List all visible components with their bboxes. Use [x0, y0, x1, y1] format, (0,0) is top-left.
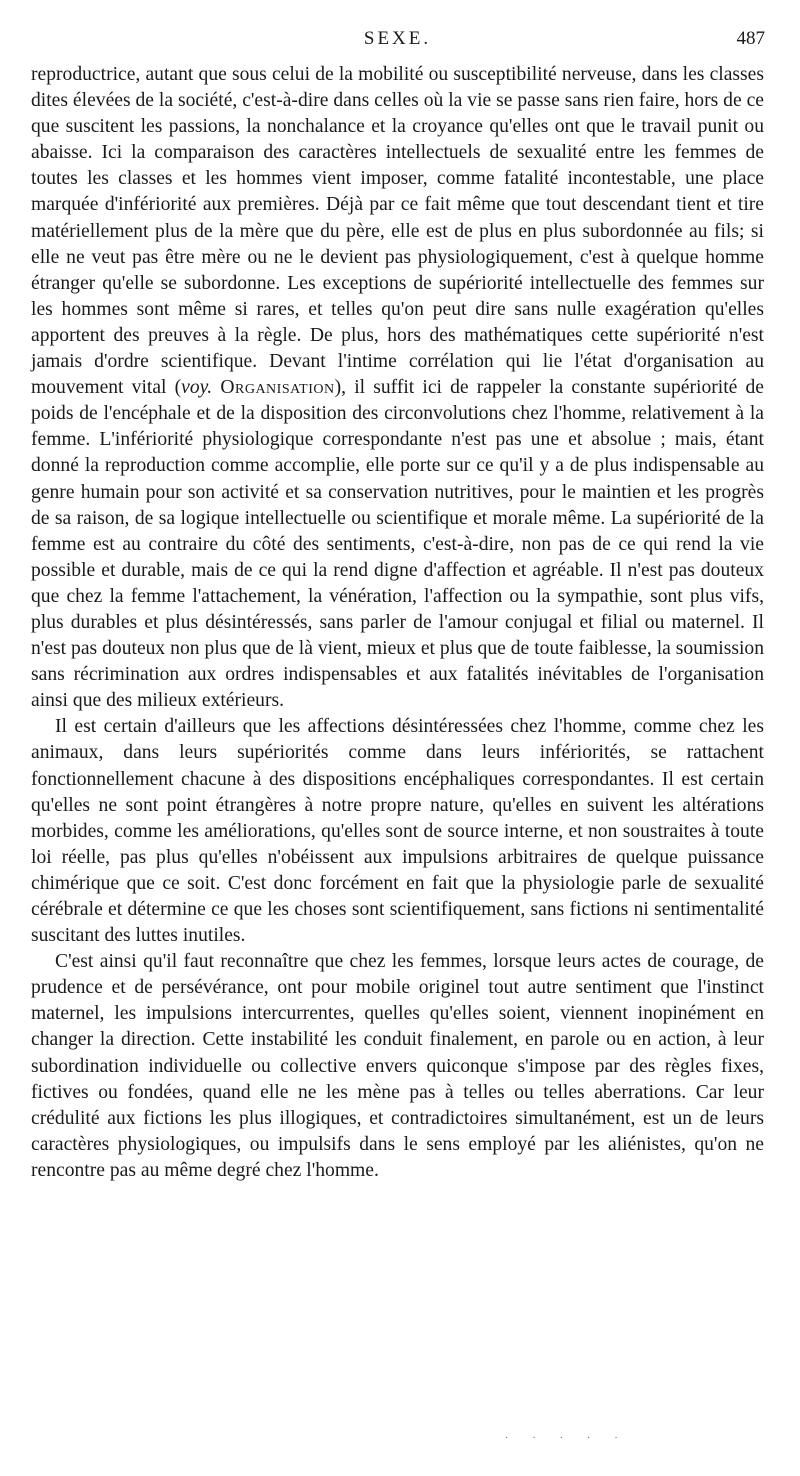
text-segment-italic: voy.: [181, 377, 213, 399]
body-text: [31, 62, 764, 1184]
cross-reference: Organisation: [220, 377, 335, 399]
paragraph-3: [31, 949, 764, 1184]
running-title: SEXE.: [363, 28, 432, 49]
text-segment: C'est ainsi qu'il faut reconnaître que chez les femmes, lorsque leurs actes de courage, de prudence et de persévérance, ont pour mobile originel tout autre sentiment que l'instinct maternel, les impulsions intercurrentes, quelles qu'elles soient, viennent inopinément en changer la direction. Cette instabilité les conduit finalement, en parole ou en action, à leur subordination individuelle ou collective envers quiconque s'impose par des règles fixes, fictives ou fondées, quand elle ne les mène pas à telles ou telles aberrations. Car leur crédulité aux fictions les plus illogiques, et contradictoires simultanément, est un de leurs caractères physiologiques, ou impulsifs dans le sens employé par les aliénistes, qu'on ne rencontre pas au même degré chez l'homme.: [31, 951, 764, 1181]
paragraph-1: [31, 62, 764, 714]
text-segment: ), il suffit ici de rappeler la constante supériorité de poids de l'encéphale et de la disposition des circonvolutions chez l'homme, relativement à la femme. L'infériorité physiologique correspondante n'est pas une et absolue ; mais, étant donné la reproduction comme accomplie, elle porte sur ce qu'il y a de plus indispensable au genre humain pour son activité et sa conservation nutritives, pour le maintien et les progrès de sa raison, de sa logique intellectuelle ou scientifique et morale même. La supériorité de la femme est au contraire du côté des sentiments, c'est-à-dire, non pas de ce qui rend la vie possible et durable, mais de ce qui la rend digne d'affection et agréable. Il n'est pas douteux que chez la femme l'attachement, la vénération, l'affection ou la sympathie, sont plus vifs, plus durables et plus désintéressés, sans parler de l'amour conjugal et filial ou maternel. Il n'est pas douteux non plus que de là vient, mieux et plus que de toute faiblesse, la soumission sans récrimination aux ordres indispensables et aux fatalités inévitables de l'organisation ainsi que des milieux extérieurs.: [31, 377, 764, 712]
text-segment: reproductrice, autant que sous celui de la mobilité ou susceptibilité nerveuse, dans les classes dites élevées de la société, c'est-à-dire dans celles où la vie se passe sans rien faire, hors de ce que suscitent les passions, la nonchalance et la croyance qu'elles ont que le travail punit ou abaisse. Ici la comparaison des caractères intellectuels de sexualité entre les femmes de toutes les classes et les hommes vient imposer, comme fatalité incontestable, une place marquée d'infériorité aux premières. Déjà par ce fait même que tout descendant tient et tire matériellement plus de la mère que du père, elle est de plus en plus subordonnée au fils; si elle ne veut pas être mère ou ne le devient pas physiologiquement, c'est à quelque homme étranger qu'elle se subordonne. Les exceptions de supériorité intellectuelle des femmes sur les hommes sont même si rares, et telles qu'on peut dire sans nulle exagération qu'elles apportent des preuves à la règle. De plus, hors des mathématiques cette supériorité n'est jamais d'ordre scientifique. Devant l'intime corrélation qui lie l'état d'organisation au mouvement vital (: [31, 64, 764, 399]
paragraph-2: [31, 714, 764, 949]
text-segment: Il est certain d'ailleurs que les affections désintéressées chez l'homme, comme chez les animaux, dans leurs supériorités comme dans leurs infériorités, se rattachent fonctionnellement chacune à des dispositions encéphaliques correspondantes. Il est certain qu'elles ne sont point étrangères à notre propre nature, qu'elles en suivent les altérations morbides, comme les améliorations, qu'elles sont de source interne, et non soustraites à toute loi réelle, pas plus qu'elles n'obéissent aux impulsions arbitraires de quelque puissance chimérique que ce soit. C'est donc forcément en fait que la physiologie parle de sexualité cérébrale et détermine ce que les choses sont scientifiquement, sans fictions ni sentimentalité suscitant des luttes inutiles.: [31, 716, 764, 947]
scan-specks: ·····: [505, 1433, 642, 1444]
page-header: [30, 28, 765, 58]
page-number: 487: [736, 28, 765, 49]
